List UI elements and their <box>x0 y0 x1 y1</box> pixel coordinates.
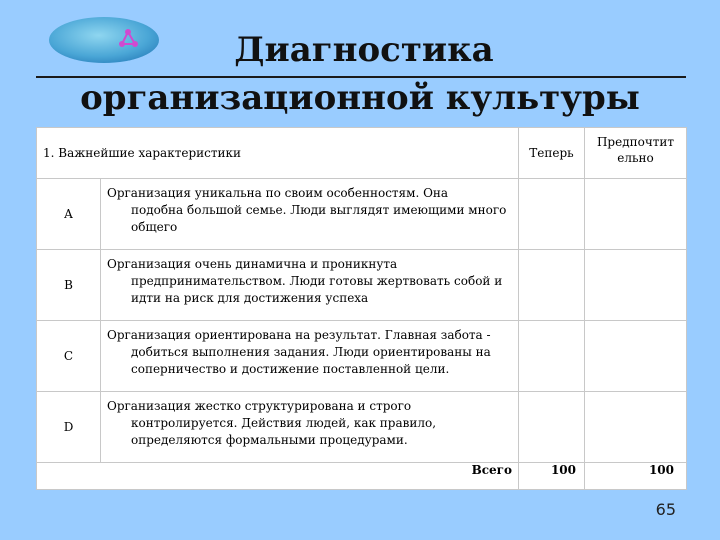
table-total-row <box>37 463 687 490</box>
row-description <box>101 321 519 392</box>
row-description-rest: контролируется. Действия людей, как правило, определяются формальными процедурами. <box>131 416 437 447</box>
row-preferred-cell[interactable] <box>585 179 687 250</box>
row-preferred-cell[interactable] <box>585 250 687 321</box>
row-description-rest: добиться выполнения задания. Люди ориентированы на соперничество и достижение поставленной цели. <box>131 345 491 376</box>
row-letter: A <box>37 179 101 250</box>
title-line-2: организационной культуры <box>80 78 640 118</box>
slide-title <box>0 26 720 122</box>
row-now-cell[interactable] <box>519 250 585 321</box>
row-letter: D <box>37 392 101 463</box>
row-description <box>101 392 519 463</box>
row-description-first: Организация очень динамична и проникнута <box>107 257 398 271</box>
row-preferred-cell[interactable] <box>585 321 687 392</box>
title-divider <box>36 76 686 78</box>
table-row <box>37 321 687 392</box>
row-preferred-cell[interactable] <box>585 392 687 463</box>
title-line-1: Диагностика <box>234 30 494 70</box>
row-now-cell[interactable] <box>519 321 585 392</box>
header-preferred-line2: ельно <box>617 151 654 165</box>
row-description-first: Организация жестко структурирована и строго <box>107 399 412 413</box>
row-description-first: Организация уникальна по своим особенностям. Она <box>107 186 449 200</box>
table-row <box>37 392 687 463</box>
total-preferred: 100 <box>585 463 687 490</box>
row-letter: B <box>37 250 101 321</box>
culture-diagnostics-table <box>36 127 687 490</box>
row-description <box>101 179 519 250</box>
row-description-rest: подобна большой семье. Люди выглядят имеющими много общего <box>131 203 507 234</box>
header-preferred <box>585 128 687 179</box>
table-row <box>37 250 687 321</box>
row-now-cell[interactable] <box>519 179 585 250</box>
row-now-cell[interactable] <box>519 392 585 463</box>
row-description <box>101 250 519 321</box>
row-description-rest: предпринимательством. Люди готовы жертвовать собой и идти на риск для достижения успеха <box>131 274 503 305</box>
row-letter: C <box>37 321 101 392</box>
table-header-row <box>37 128 687 179</box>
total-now: 100 <box>519 463 585 490</box>
header-now: Теперь <box>519 128 585 179</box>
total-label: Всего <box>37 463 519 490</box>
table-row <box>37 179 687 250</box>
page-number: 65 <box>655 500 676 519</box>
row-description-first: Организация ориентирована на результат. Главная забота - <box>107 328 491 342</box>
header-preferred-line1: Предпочтит <box>596 135 675 149</box>
header-characteristics: 1. Важнейшие характеристики <box>37 128 519 179</box>
